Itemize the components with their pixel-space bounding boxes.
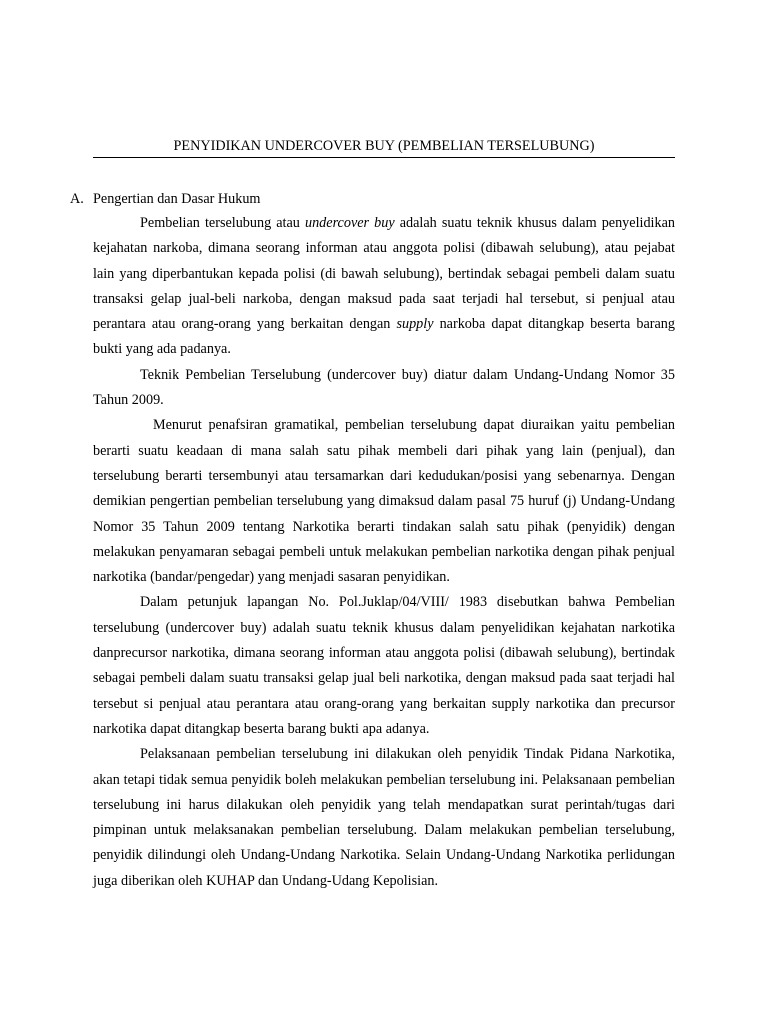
paragraph-4: Dalam petunjuk lapangan No. Pol.Juklap/04/VIII/ 1983 disebutkan bahwa Pembelian terselubung (undercover buy) adalah suatu teknik khusus dalam penyelidikan kejahatan narkotika danprecursor narkotika, dimana seorang informan atau anggota polisi (dibawah selubung), bertindak sebagai pembeli dalam suatu transaksi gelap jual beli narkotika, dengan maksud pada saat terjadi hal tersebut si penjual atau perantara atau orang-orang yang berkaitan supply narkotika dan precursor narkotika dapat ditangkap beserta barang bukti apa adanya. — [93, 594, 675, 737]
document-title: PENYIDIKAN UNDERCOVER BUY (PEMBELIAN TERSELUBUNG) — [93, 136, 675, 158]
paragraph-2: Teknik Pembelian Terselubung (undercover buy) diatur dalam Undang-Undang Nomor 35 Tahun 2009. — [93, 366, 675, 409]
section-heading: Pengertian dan Dasar Hukum — [93, 191, 261, 207]
section-marker: A. — [70, 191, 84, 207]
paragraph-1-text-a: Pembelian terselubung atau — [140, 215, 305, 231]
paragraph-1-text-c: narkoba dapat ditangkap beserta barang bukti yang ada padanya. — [93, 316, 675, 358]
document-body — [93, 211, 675, 894]
paragraph-5: Pelaksanaan pembelian terselubung ini dilakukan oleh penyidik Tindak Pidana Narkotika, akan tetapi tidak semua penyidik boleh melakukan pembelian terselubung ini. Pelaksanaan pembelian terselubung ini harus dilakukan oleh penyidik yang telah mendapatkan surat perintah/tugas dari pimpinan untuk melaksanakan pembelian terselubung. Dalam melakukan pembelian terselubung, penyidik dilindungi oleh Undang-Undang Narkotika. Selain Undang-Undang Narkotika perlidungan juga diberikan oleh KUHAP dan Undang-Udang Kepolisian. — [93, 746, 675, 889]
paragraph-1-italic-term: undercover buy — [304, 215, 395, 231]
paragraph-3: Menurut penafsiran gramatikal, pembelian terselubung dapat diuraikan yaitu pembelian berarti suatu keadaan di mana salah satu pihak membeli dari pihak yang lain (penjual), dan terselubung berarti tersembunyi atau tersamarkan dari kedudukan/posisi yang sebenarnya. Dengan demikian pengertian pembelian terselubung yang dimaksud dalam pasal 75 huruf (j) Undang-Undang Nomor 35 Tahun 2009 tentang Narkotika berarti tindakan salah satu pihak (penyidik) dengan melakukan penyamaran sebagai pembeli untuk melakukan pembelian narkotika dengan pihak penjual narkotika (bandar/pengedar) yang menjadi sasaran penyidikan. — [93, 417, 675, 586]
paragraph-1-italic-supply: supply — [396, 316, 434, 333]
paragraph-1-text-b: adalah suatu teknik khusus dalam penyelidikan kejahatan narkoba, dimana seorang informan atau anggota polisi (dibawah selubung), atau pejabat lain yang diperbantukan kepada polisi (di bawah selubung), bertindak sebagai pembeli dalam suatu transaksi gelap jual-beli narkoba, dengan maksud pada saat terjadi hal tersebut, si penjual atau perantara atau orang-orang yang berkaitan dengan — [93, 215, 675, 333]
paragraph-1 — [93, 211, 675, 363]
